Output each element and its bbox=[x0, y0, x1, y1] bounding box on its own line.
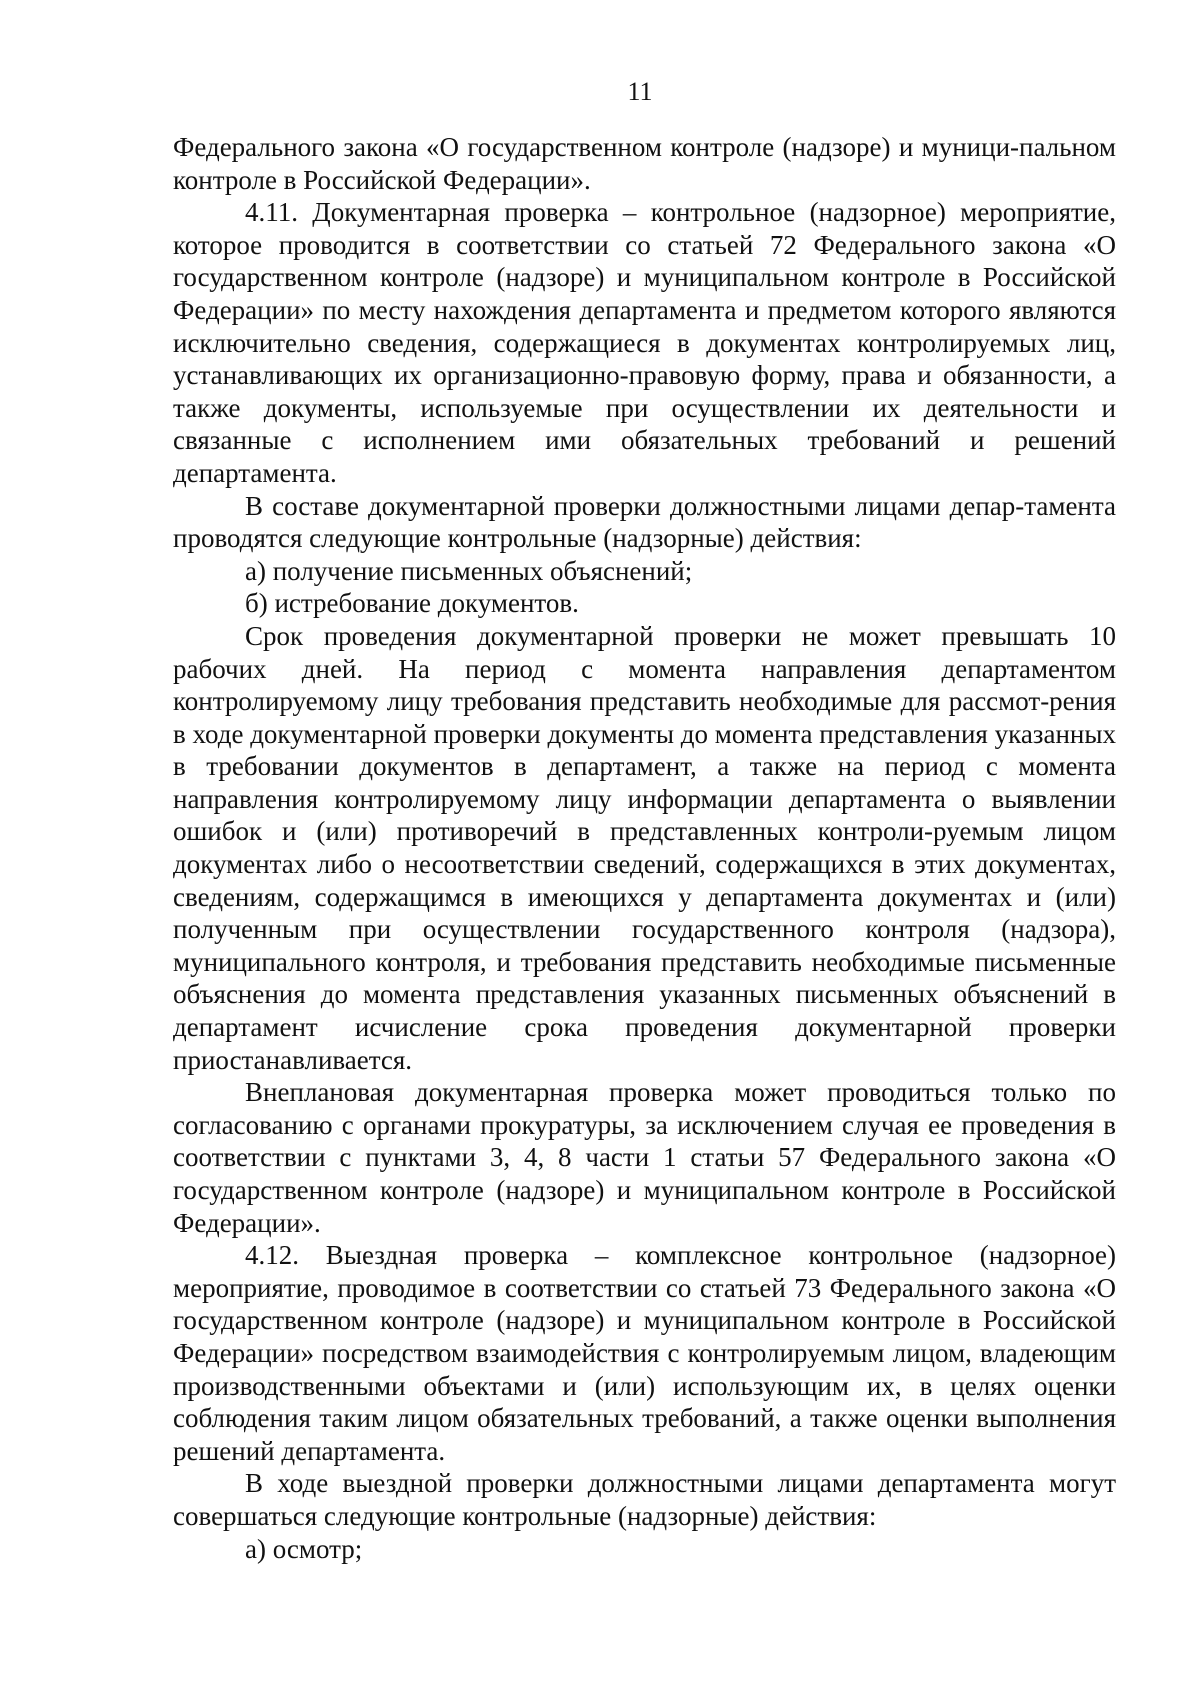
paragraph-continuation: Федерального закона «О государственном контроле (надзоре) и муници-пальном контроле в Российской Федерации». bbox=[173, 132, 1116, 195]
paragraph-documentary-check-actions: В составе документарной проверки должностными лицами депар-тамента проводятся следующие контрольные (надзорные) действия: bbox=[173, 490, 1116, 554]
paragraph-documentary-check-term: Срок проведения документарной проверки не может превышать 10 рабочих дней. На период с момента направления департаментом контролируемому лицу требования представить необходимые для рассмот-рения в ходе документарной проверки документы до момента представления указанных в требовании документов в департамент, а также на период с момента направления контролируемому лицу информации департамента о выявлении ошибок и (или) противоречий в представленных контроли-руемым лицом документах либо о несоответствии сведений, содержащихся в этих документах, сведениям, содержащимся в имеющихся у департамента документах и (или) полученным при осуществлении государственного контроля (надзора), муниципального контроля, и требования представить необходимые письменные объяснения до момента представления указанных письменных объяснений в департамент исчисление срока проведения документарной проверки приостанавливается. bbox=[173, 620, 1116, 1075]
list-item-a-written-explanations: а) получение письменных объяснений; bbox=[245, 555, 693, 586]
paragraph-4-11-documentary-check: 4.11. Документарная проверка – контрольное (надзорное) мероприятие, которое проводится в соответствии со статьей 72 Федерального закона «О государственном контроле (надзоре) и муниципальном контроле в Российской Федерации» по месту нахождения департамента и предметом которого являются исключительно сведения, содержащиеся в документах контролируемых лиц, устанавливающих их организационно-правовую форму, права и обязанности, а также документы, используемые при осуществлении их деятельности и связанные с исполнением ими обязательных требований и решений департамента. bbox=[173, 197, 1116, 488]
list-item-b-document-request: б) истребование документов. bbox=[245, 588, 579, 619]
paragraph-field-check-actions: В ходе выездной проверки должностными лицами департамента могут совершаться следующие контрольные (надзорные) действия: bbox=[173, 1468, 1116, 1531]
page-number: 11 bbox=[627, 77, 653, 106]
paragraph-unscheduled-documentary-check: Внеплановая документарная проверка может проводиться только по согласованию с органами прокуратуры, за исключением случая ее проведения в соответствии с пунктами 3, 4, 8 части 1 статьи 57 Федерального закона «О государственном контроле (надзоре) и муниципальном контроле в Российской Федерации». bbox=[173, 1077, 1116, 1238]
paragraph-4-12-field-check: 4.12. Выездная проверка – комплексное контрольное (надзорное) мероприятие, проводимое в соответствии со статьей 73 Федерального закона «О государственном контроле (надзоре) и муниципальном контроле в Российской Федерации» посредством взаимодействия с контролируемым лицом, владеющим производственными объектами и (или) использующим их, в целях оценки соблюдения таким лицом обязательных требований, а также оценки выполнения решений департамента. bbox=[173, 1240, 1116, 1466]
document-body bbox=[173, 131, 1116, 1565]
list-item-a-inspection: а) осмотр; bbox=[245, 1533, 363, 1564]
